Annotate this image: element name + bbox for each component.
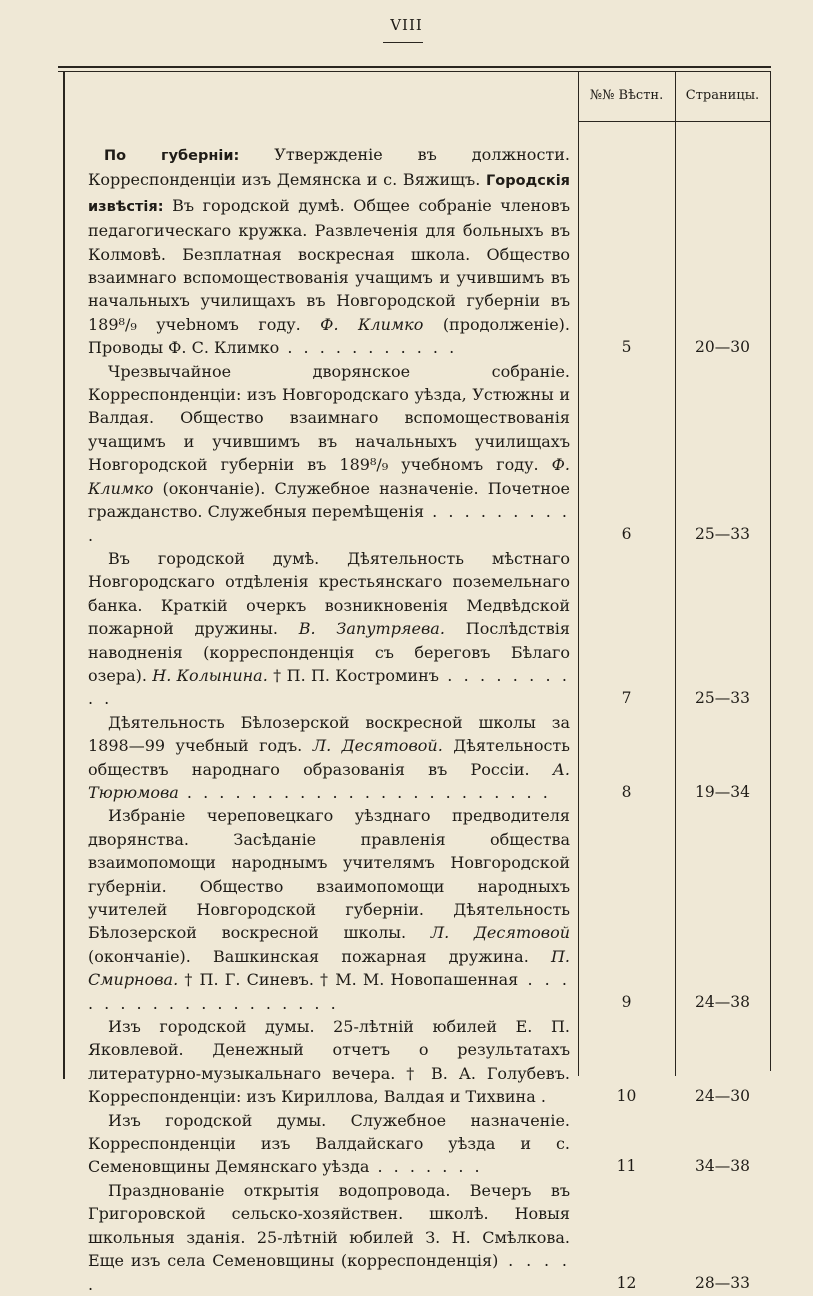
entry-text: † П. Г. Синевъ. † М. М. Новопашенная <box>178 970 519 990</box>
entry-text: † П. П. Костроминъ <box>267 665 439 685</box>
author-name: А. Тюрюмова <box>88 759 570 802</box>
issue-number: 12 <box>616 1273 637 1292</box>
column-divider-issues <box>578 71 579 1076</box>
toc-entry <box>88 1015 570 1109</box>
issue-number: 11 <box>616 1156 637 1175</box>
page-range: 20—30 <box>695 337 750 356</box>
author-name: П. Смирнова. <box>88 946 570 990</box>
dot-leader: . . . . . . . <box>369 1157 483 1177</box>
dot-leader: . . . . . . . . . . <box>88 502 570 545</box>
author-name: Ф. Климко <box>88 455 570 498</box>
toc-entry-text <box>88 1179 570 1296</box>
table-frame-top-inner <box>58 71 771 72</box>
section-heading: По губерніи: <box>104 148 240 164</box>
author-name: Н. Колынина. <box>152 665 268 685</box>
toc-entry <box>88 547 570 711</box>
page-range: 24—30 <box>695 1086 750 1105</box>
toc-entry-text <box>88 711 570 805</box>
page-range: 34—38 <box>695 1156 750 1175</box>
toc-entry <box>88 1109 570 1179</box>
dot-leader: . . . . . . . . . . <box>88 665 570 709</box>
entry-text: Въ городской думѣ. Дѣятельность мѣстнаго Новгородскаго отдѣленія крестьянскаго поземельнаго банка. Краткій очеркъ возникновенія Медвѣдской пожарной дружины. <box>88 548 570 639</box>
entry-text: Изъ городской думы. Служебное назначеніе. Корреспонденціи изъ Валдайскаго уѣзда и с. Семеновщины Демянскаго уѣзда <box>88 1110 570 1177</box>
issue-number: 7 <box>621 688 632 707</box>
entry-text: Чрезвычайное дворянское собраніе. Корреспонденціи: изъ Новгородскаго уѣзда, Устюжны и Валдая. Общество взаимнаго вспомоществованія учащимъ и учившимъ въ начальныхъ училищахъ Новгородской губерніи въ 189⁸/₉ учебномъ году. <box>88 361 570 475</box>
entry-text: Дѣятельность Бѣлозерской воскресной школы за 1898—99 учебный годъ. <box>88 712 570 756</box>
toc-entry <box>88 1179 570 1296</box>
issue-number: 10 <box>616 1086 637 1105</box>
entry-text: Послѣдствія наводненія (корреспонденція съ береговъ Бѣлаго озера). <box>88 619 570 685</box>
header-pages: Страницы. <box>685 88 760 103</box>
page-number: VIII <box>390 16 423 34</box>
issue-number: 5 <box>621 337 632 356</box>
page-range: 19—34 <box>695 782 750 801</box>
toc-entry <box>88 711 570 805</box>
dot-leader: . . . . . . . . . . . <box>279 338 458 358</box>
toc-entry <box>88 360 570 547</box>
page-range: 28—33 <box>695 1273 750 1292</box>
header-issues: №№ Вѣстн. <box>589 88 664 103</box>
toc-entry-text <box>88 1109 570 1179</box>
issue-number: 6 <box>621 524 632 543</box>
entry-text: Празднованіе открытія водопровода. Вечеръ въ Григоровской сельско-хозяйствен. школѣ. Новыя школьныя зданія. 25-лѣтній юбилей З. Н. Смѣлкова. Еще изъ села Семеновщины (корреспонденція) <box>88 1180 570 1271</box>
dot-leader: . . . . . . . . . . . . . . . . . . . <box>88 970 571 1013</box>
entry-text: Утвержденіе въ должности. Корреспонденціи изъ Демянска и с. Вяжищъ. <box>88 145 570 190</box>
entry-text: (продолженіе). Проводы Ф. С. Климко <box>88 314 571 358</box>
page-range: 25—33 <box>695 524 750 543</box>
entry-text: Въ городской думѣ. Общее собраніе членовъ педагогическаго кружка. Развлеченія для больныхъ въ Колмовѣ. Безплатная воскресная школа. Общество взаимнаго вспомоществованія учащимъ и учившимъ въ начальныхъ училищахъ въ Новгородской губерніи въ 189⁸/₉ учеbномъ году. <box>88 195 570 334</box>
author-name: Л. Десятовой <box>430 923 570 943</box>
author-name: В. Запутряева. <box>298 619 445 639</box>
entry-text: (окончаніе). Вашкинская пожарная дружина. <box>88 946 551 966</box>
issue-number: 8 <box>621 782 632 801</box>
toc-entry-text <box>88 143 570 360</box>
entry-text: Дѣятельность обществъ народнаго образованія въ Россіи. <box>88 736 570 779</box>
toc-entry <box>88 804 570 1015</box>
toc-entry-text <box>88 360 570 547</box>
table-frame-left <box>63 71 65 1079</box>
header-rule <box>578 121 770 122</box>
toc-entry-text <box>88 1015 570 1109</box>
page-range: 24—38 <box>695 992 750 1011</box>
section-heading: Городскія извѣстія: <box>88 173 570 215</box>
page-number-rule <box>383 42 423 43</box>
toc-entry-text <box>88 804 570 1015</box>
page-range: 25—33 <box>695 688 750 707</box>
issue-number: 9 <box>621 992 632 1011</box>
entry-text: Изъ городской думы. 25-лѣтній юбилей Е. П. Яковлевой. Денежный отчетъ о результатахъ литературно-музыкальнаго вечера. † В. А. Голубевъ. Корреспонденціи: изъ Кириллова, Валдая и Тихвина . <box>88 1017 570 1107</box>
table-frame-right <box>770 71 771 1071</box>
column-divider-pages <box>675 71 676 1076</box>
author-name: Л. Десятовой. <box>312 736 443 756</box>
entry-text: Избраніе череповецкаго уѣзднаго предводителя дворянства. Засѣданіе правленія общества взаимопомощи народнымъ учителямъ Новгородской губерніи. Общество взаимопомощи народныхъ учителей Новгородской губерніи. Дѣятельность Бѣлозерской воскресной школы. <box>88 806 570 943</box>
dot-leader: . . . . . . . . . . . . . . . . . . . . . . . <box>178 782 551 802</box>
entry-text: (окончаніе). Служебное назначеніе. Почетное гражданство. Служебныя перемѣщенія <box>88 478 570 522</box>
toc-entry-text <box>88 547 570 711</box>
author-name: Ф. Климко <box>320 314 424 334</box>
toc-entry <box>88 143 570 360</box>
table-frame-top <box>58 66 771 68</box>
entries-list <box>88 143 570 1296</box>
dot-leader: . . . . . <box>88 1251 570 1294</box>
